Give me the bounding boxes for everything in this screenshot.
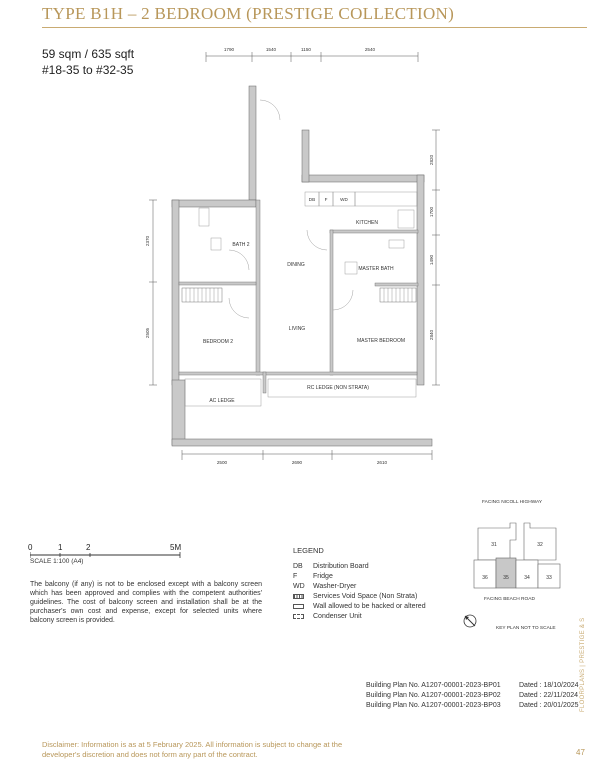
- dim-right-2: 1700: [429, 206, 434, 218]
- dim-top-2: 1540: [265, 47, 277, 52]
- dim-right-4: 2840: [429, 329, 434, 341]
- room-master-bedroom: MASTER BEDROOM: [356, 338, 406, 344]
- building-plan-line: Building Plan No. A1207-00001-2023-BP01 Dated : 18/10/2024: [366, 682, 579, 689]
- unit-area: 59 sqm / 635 sqft: [42, 47, 135, 61]
- disclaimer: Disclaimer: Information is as at 5 February 2025. All information is subject to change at the developer's discretion and does not form any part of the contract.: [42, 740, 343, 759]
- keyplan-unit-34: 34: [524, 575, 530, 581]
- keyplan-bottom-label: FACING BEACH ROAD: [484, 597, 535, 602]
- dim-left-1: 2370: [145, 235, 150, 247]
- room-bath-2: BATH 2: [232, 242, 250, 248]
- room-kitchen: KITCHEN: [356, 220, 378, 226]
- room-dining: DINING: [287, 262, 305, 268]
- wall-icon: [293, 604, 304, 609]
- building-plan-line: Building Plan No. A1207-00001-2023-BP03 Dated : 20/01/2025: [366, 702, 579, 709]
- building-plan-line: Building Plan No. A1207-00001-2023-BP02 Dated : 22/11/2024: [366, 692, 579, 699]
- interior-walls: [179, 200, 418, 393]
- page-title: TYPE B1H – 2 BEDROOM (PRESTIGE COLLECTION): [42, 4, 455, 23]
- keyplan-unit-35: 35: [503, 575, 509, 581]
- room-living: LIVING: [288, 326, 306, 332]
- room-bedroom-2: BEDROOM 2: [202, 339, 234, 345]
- side-section-label: FLOORPLANS | PRESTIGE & S: [580, 617, 586, 712]
- dimension-lines: [149, 52, 440, 460]
- appliance-washer-dryer: WD: [340, 197, 348, 202]
- legend-item: Condenser Unit: [293, 611, 426, 621]
- legend-item: Wall allowed to be hacked or altered: [293, 601, 426, 611]
- dim-bottom-2: 2690: [291, 460, 303, 465]
- legend-item: Services Void Space (Non Strata): [293, 591, 426, 601]
- dim-bottom-1: 2500: [216, 460, 228, 465]
- hatch-icon: [293, 594, 304, 599]
- legend: [293, 561, 426, 621]
- scale-tick-2: 2: [86, 543, 91, 552]
- legend-item: DB Distribution Board: [293, 562, 369, 570]
- room-master-bath: MASTER BATH: [358, 266, 394, 272]
- keyplan-unit-31: 31: [491, 542, 497, 548]
- appliance-fridge: F: [324, 197, 328, 202]
- fixtures: [182, 100, 417, 406]
- dim-right-1: 2820: [429, 154, 434, 166]
- keyplan-unit-32: 32: [537, 542, 543, 548]
- keyplan-top-label: FACING NICOLL HIGHWAY: [482, 500, 543, 505]
- legend-item: F Fridge: [293, 572, 333, 580]
- scale-tick-1: 1: [58, 543, 63, 552]
- dim-right-3: 1490: [429, 254, 434, 266]
- dim-top-3: 1150: [301, 47, 311, 52]
- room-ac-ledge: AC LEDGE: [209, 398, 235, 404]
- void-hatch: [186, 288, 412, 302]
- dim-top-4: 2540: [364, 47, 376, 52]
- key-plan: [466, 508, 576, 598]
- balcony-note: The balcony (if any) is not to be enclosed except with a balcony screen which has been approved and complies with the competent authorities' guidelines. The cost of balcony screen and installation shall be at the purchaser's own cost and expense, except for selected units where balcony screen is provided.: [30, 581, 262, 624]
- keyplan-highlight: [496, 558, 516, 588]
- north-arrow-icon: [462, 612, 480, 630]
- keyplan-unit-33: 33: [546, 575, 552, 581]
- page-number: 47: [576, 748, 585, 757]
- legend-title: LEGEND: [293, 546, 324, 555]
- dim-top-1: 1790: [223, 47, 235, 52]
- dim-left-2: 2505: [145, 327, 150, 339]
- dim-bottom-3: 2610: [376, 460, 388, 465]
- room-rc-ledge: RC LEDGE (NON STRATA): [307, 385, 369, 391]
- scale-tick-5: 5M: [170, 543, 182, 552]
- condenser-icon: [293, 614, 304, 619]
- unit-numbers: #18-35 to #32-35: [42, 63, 134, 77]
- scale-tick-0: 0: [28, 543, 33, 552]
- keyplan-note: KEY PLAN NOT TO SCALE: [496, 626, 556, 631]
- scale-label: SCALE 1:100 (A4): [30, 558, 84, 565]
- appliance-db: DB: [308, 197, 316, 202]
- keyplan-unit-36: 36: [482, 575, 488, 581]
- legend-item: WD Washer-Dryer: [293, 582, 357, 590]
